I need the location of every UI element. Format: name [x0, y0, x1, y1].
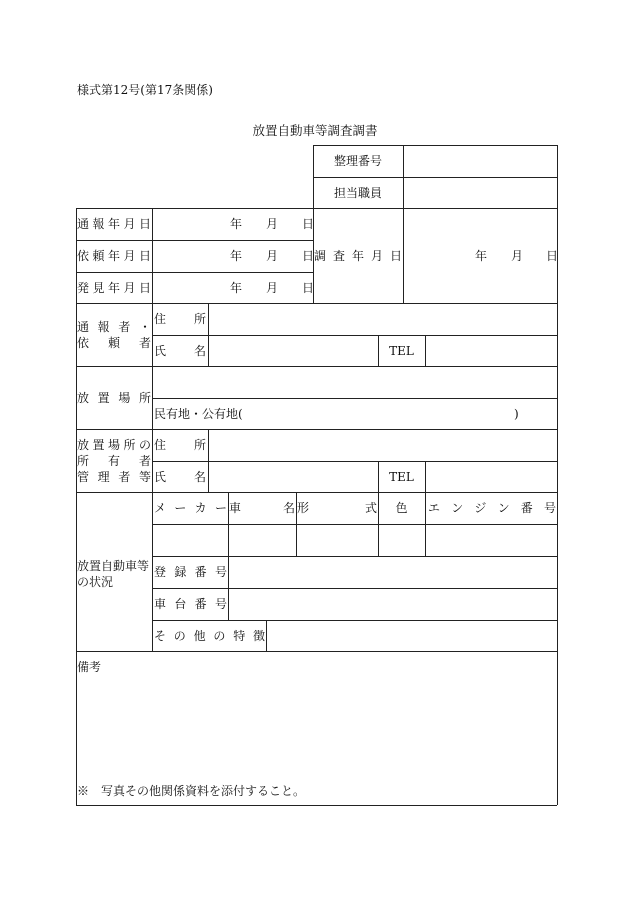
border-date-2 [76, 272, 313, 273]
border-other-sub [266, 620, 267, 651]
tsuho-date-label: 通 報 年 月 日 [77, 217, 151, 231]
chosa-date-tsuki: 月 [511, 249, 524, 263]
irai-date-hi: 日 [302, 249, 315, 263]
hochi-basho-label: 放 置 場 所 [77, 391, 151, 405]
iro-label: 色 [395, 501, 408, 515]
border-reporter-tel-r [425, 335, 426, 366]
border-admin-mid [313, 177, 557, 178]
reporter-address-label: 住 所 [154, 312, 206, 326]
border-reporter-sub [208, 303, 209, 366]
vehicle-status-label-line2: の状況 [77, 575, 114, 589]
border-owner-tel-r [425, 461, 426, 492]
land-type-close: ) [514, 407, 519, 421]
border-top-admin [313, 145, 557, 146]
hakken-date-nen: 年 [230, 281, 243, 295]
irai-date-label: 依 頼 年 月 日 [77, 249, 151, 263]
irai-date-tsuki: 月 [266, 249, 279, 263]
border-date-1 [76, 240, 313, 241]
border-label-col [152, 303, 153, 651]
attachment-note: ※ 写真その他関係資料を添付すること。 [77, 784, 306, 798]
sonota-tokucho-label: そ の 他 の 特 徴 [154, 629, 265, 643]
chosa-date-nen: 年 [475, 249, 488, 263]
hakken-date-tsuki: 月 [266, 281, 279, 295]
reporter-label-line2: 依 頼 者 [77, 336, 151, 350]
reporter-name-label: 氏 名 [154, 344, 206, 358]
border-vehicle-top [76, 492, 557, 493]
form-number: 様式第12号(第17条関係) [77, 83, 213, 97]
reporter-label-line1: 通 報 者 ・ [77, 320, 151, 334]
seiri-bango-label: 整理番号 [333, 154, 382, 168]
border-date-label [152, 208, 153, 303]
owner-tel-label: TEL [389, 470, 414, 484]
tsuho-date-nen: 年 [230, 217, 243, 231]
border-vehicle-c4 [425, 492, 426, 556]
border-vehicle-4 [152, 620, 557, 621]
owner-name-label: 氏 名 [154, 470, 206, 484]
border-place-top [76, 366, 557, 367]
border-owner-top [76, 429, 557, 430]
owner-label-line2: 所 有 者 [77, 454, 151, 468]
land-type-label: 民有地・公有地( [154, 407, 243, 421]
border-right [557, 145, 558, 805]
irai-date-nen: 年 [230, 249, 243, 263]
border-owner-sub [208, 429, 209, 492]
tsuho-date-hi: 日 [302, 217, 315, 231]
border-vehicle-1 [152, 524, 557, 525]
maker-label: メ ー カ ー [154, 501, 227, 515]
border-main-top [76, 208, 557, 209]
tanto-shokuin-label: 担当職員 [333, 186, 382, 200]
katashiki-label: 形 式 [297, 501, 377, 515]
toroku-bango-label: 登 録 番 号 [154, 565, 227, 579]
owner-label-line1: 放 置 場 所 の [77, 438, 151, 452]
border-place-mid [152, 398, 557, 399]
shadai-bango-label: 車 台 番 号 [154, 597, 227, 611]
border-vehicle-3 [152, 588, 557, 589]
border-bottom [76, 805, 557, 806]
owner-label-line3: 管 理 者 等 [77, 470, 151, 484]
border-admin-split [403, 145, 404, 303]
shamei-label: 車 名 [229, 501, 295, 515]
border-reporter-top [76, 303, 557, 304]
tsuho-date-tsuki: 月 [266, 217, 279, 231]
vehicle-status-label-line1: 放置自動車等 [77, 559, 150, 573]
engine-bango-label: エ ン ジ ン 番 号 [428, 501, 556, 515]
owner-address-label: 住 所 [154, 438, 206, 452]
hakken-date-label: 発 見 年 月 日 [77, 281, 151, 295]
chosa-date-label: 調 査 年 月 日 [314, 249, 402, 263]
border-vehicle-2 [152, 556, 557, 557]
chosa-date-hi: 日 [546, 249, 559, 263]
border-owner-mid [152, 461, 557, 462]
border-reporter-mid [152, 335, 557, 336]
form-title: 放置自動車等調査調書 [252, 123, 378, 138]
border-remarks-top [76, 651, 557, 652]
border-left [76, 208, 77, 805]
hakken-date-hi: 日 [302, 281, 315, 295]
biko-label: 備考 [77, 660, 102, 674]
reporter-tel-label: TEL [389, 344, 414, 358]
